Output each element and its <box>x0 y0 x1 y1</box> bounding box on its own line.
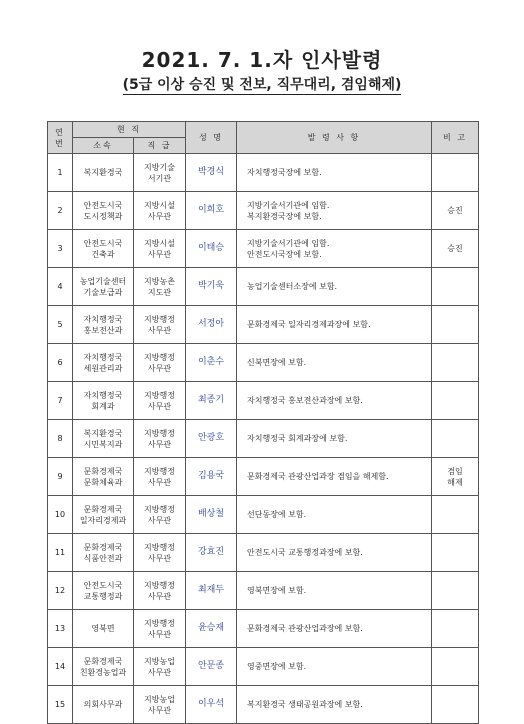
rank-cell <box>134 648 186 686</box>
table-body <box>48 154 479 724</box>
rank-cell <box>134 268 186 306</box>
header-department: 소속 <box>73 138 134 154</box>
department-line: 일자리경제과 <box>79 515 127 525</box>
page-subtitle <box>0 74 524 94</box>
department-cell <box>73 420 134 458</box>
department-line: 영북면 <box>91 624 115 633</box>
table-row <box>48 192 479 230</box>
remark-cell <box>432 154 479 192</box>
remark-cell <box>432 610 479 648</box>
department-cell <box>73 306 134 344</box>
rank-line: 사무관 <box>147 249 172 259</box>
row-number: 11 <box>48 534 73 572</box>
rank-line: 사무관 <box>147 325 172 335</box>
order-cell <box>237 306 432 344</box>
order-line: 신북면장에 보함. <box>247 358 307 367</box>
order-line: 복지환경국장에 보함. <box>247 211 322 221</box>
order-cell <box>237 458 432 496</box>
name-cell: 박기욱 <box>186 268 237 306</box>
rank-line: 사무관 <box>147 477 172 487</box>
department-cell <box>73 572 134 610</box>
table-row <box>48 496 479 534</box>
rank-cell <box>134 458 186 496</box>
rank-line: 지방시설 <box>144 238 175 248</box>
department-line: 농업기술센터 <box>79 276 127 286</box>
table-row <box>48 420 479 458</box>
department-cell <box>73 382 134 420</box>
department-line: 시민복지과 <box>83 439 123 449</box>
order-line: 지방기술서기관에 임함. <box>247 238 330 248</box>
order-line: 자치행정국장에 보함. <box>247 168 322 177</box>
header-rank: 직 급 <box>134 138 186 154</box>
header-number <box>48 122 73 154</box>
rank-cell <box>134 344 186 382</box>
row-number: 3 <box>48 230 73 268</box>
header-current-position: 현 직 <box>73 122 186 138</box>
row-number: 12 <box>48 572 73 610</box>
table-row <box>48 458 479 496</box>
header-number-line1: 연 <box>55 127 65 137</box>
remark-cell <box>432 192 479 230</box>
row-number: 6 <box>48 344 73 382</box>
table-row <box>48 268 479 306</box>
row-number: 10 <box>48 496 73 534</box>
rank-line: 지방기술 <box>144 162 175 172</box>
name-cell: 윤승재 <box>186 610 237 648</box>
order-cell <box>237 686 432 724</box>
order-cell <box>237 154 432 192</box>
department-cell <box>73 458 134 496</box>
rank-line: 사무관 <box>147 515 172 525</box>
rank-line: 지방행정 <box>144 504 175 514</box>
department-cell <box>73 192 134 230</box>
rank-cell <box>134 496 186 534</box>
row-number: 2 <box>48 192 73 230</box>
rank-line: 지방농업 <box>144 694 175 704</box>
rank-cell <box>134 192 186 230</box>
department-line: 의회사무과 <box>83 700 123 709</box>
rank-line: 지방행정 <box>144 390 175 400</box>
row-number: 14 <box>48 648 73 686</box>
rank-line: 사무관 <box>147 667 172 677</box>
order-line: 문화경제국 일자리경제과장에 보함. <box>247 320 371 329</box>
order-line: 안전도시국장에 보함. <box>247 249 322 259</box>
rank-line: 사무관 <box>147 591 172 601</box>
order-cell <box>237 268 432 306</box>
department-line: 안전도시국 <box>83 200 123 210</box>
remark-cell <box>432 382 479 420</box>
order-line: 문화경제국 관광산업과장 겸임을 해제함. <box>247 472 389 481</box>
remark-cell <box>432 572 479 610</box>
department-line: 문화경제국 <box>83 542 123 552</box>
row-number: 5 <box>48 306 73 344</box>
order-line: 자치행정국 홍보전산과장에 보함. <box>247 396 363 405</box>
order-cell <box>237 420 432 458</box>
table-row <box>48 686 479 724</box>
order-line: 영북면장에 보함. <box>247 586 307 595</box>
table-row <box>48 572 479 610</box>
remark-cell <box>432 268 479 306</box>
table-row <box>48 344 479 382</box>
department-line: 건축과 <box>91 249 115 259</box>
remark-cell <box>432 458 479 496</box>
rank-line: 사무관 <box>147 211 172 221</box>
order-cell <box>237 572 432 610</box>
department-line: 자치행정국 <box>83 390 123 400</box>
department-cell <box>73 610 134 648</box>
remark-cell <box>432 648 479 686</box>
department-line: 교통행정과 <box>83 591 123 601</box>
remark-cell <box>432 344 479 382</box>
name-cell: 박경식 <box>186 154 237 192</box>
rank-cell <box>134 420 186 458</box>
row-number: 4 <box>48 268 73 306</box>
department-line: 문화경제국 <box>83 656 123 666</box>
page-title: 2021. 7. 1.자 인사발령 <box>141 48 383 72</box>
order-cell <box>237 610 432 648</box>
rank-line: 지방행정 <box>144 542 175 552</box>
table-row <box>48 306 479 344</box>
rank-cell <box>134 572 186 610</box>
name-cell: 강효진 <box>186 534 237 572</box>
table-row <box>48 610 479 648</box>
department-cell <box>73 154 134 192</box>
remark-cell <box>432 534 479 572</box>
department-line: 세원관리과 <box>83 363 123 373</box>
rank-line: 사무관 <box>147 363 172 373</box>
department-cell <box>73 648 134 686</box>
name-cell: 안광호 <box>186 420 237 458</box>
rank-line: 지방행정 <box>144 618 175 628</box>
page-subtitle-text: (5급 이상 승진 및 전보, 직무대리, 겸임해제) <box>122 77 402 93</box>
order-cell <box>237 382 432 420</box>
department-cell <box>73 268 134 306</box>
department-line: 자치행정국 <box>83 314 123 324</box>
rank-cell <box>134 382 186 420</box>
table-row <box>48 382 479 420</box>
order-line: 농업기술센터소장에 보함. <box>247 282 338 291</box>
rank-line: 사무관 <box>147 553 172 563</box>
row-number: 15 <box>48 686 73 724</box>
table-row <box>48 648 479 686</box>
header-remark: 비 고 <box>432 122 479 154</box>
rank-cell <box>134 534 186 572</box>
remark-cell <box>432 420 479 458</box>
department-line: 복지환경국 <box>83 168 123 177</box>
name-cell: 안문종 <box>186 648 237 686</box>
row-number: 9 <box>48 458 73 496</box>
remark-line: 승진 <box>447 206 463 215</box>
row-number: 1 <box>48 154 73 192</box>
name-cell: 최재두 <box>186 572 237 610</box>
rank-line: 지방행정 <box>144 466 175 476</box>
rank-line: 지방농촌 <box>144 276 175 286</box>
order-line: 안전도시국 교통행정과장에 보함. <box>247 548 363 557</box>
remark-line: 해제 <box>447 477 463 487</box>
name-cell: 최종기 <box>186 382 237 420</box>
department-line: 안전도시국 <box>83 238 123 248</box>
table-row <box>48 534 479 572</box>
order-line: 문화경제국 관광산업과장에 보함. <box>247 624 363 633</box>
order-line: 복지환경국 생태공원과장에 보함. <box>247 700 363 709</box>
name-cell: 이춘수 <box>186 344 237 382</box>
order-line: 선단동장에 보함. <box>247 510 307 519</box>
rank-line: 지방행정 <box>144 314 175 324</box>
department-line: 자치행정국 <box>83 352 123 362</box>
rank-cell <box>134 306 186 344</box>
department-line: 안전도시국 <box>83 580 123 590</box>
rank-line: 지도관 <box>147 287 172 297</box>
name-cell: 서정아 <box>186 306 237 344</box>
rank-cell <box>134 610 186 648</box>
rank-line: 사무관 <box>147 439 172 449</box>
rank-line: 지방행정 <box>144 352 175 362</box>
department-line: 홍보전산과 <box>83 325 123 335</box>
rank-line: 지방농업 <box>144 656 175 666</box>
name-cell: 이희호 <box>186 192 237 230</box>
rank-line: 사무관 <box>147 705 172 715</box>
order-cell <box>237 230 432 268</box>
personnel-order-table <box>47 121 479 724</box>
department-line: 복지환경국 <box>83 428 123 438</box>
table-row <box>48 230 479 268</box>
rank-line: 지방행정 <box>144 428 175 438</box>
department-line: 도시정책과 <box>83 211 123 221</box>
order-cell <box>237 496 432 534</box>
department-line: 친환경농업과 <box>79 667 127 677</box>
name-cell: 이우석 <box>186 686 237 724</box>
order-cell <box>237 534 432 572</box>
header-order: 발 령 사 항 <box>237 122 432 154</box>
department-cell <box>73 230 134 268</box>
rank-line: 서기관 <box>147 173 172 183</box>
name-cell: 배상철 <box>186 496 237 534</box>
order-cell <box>237 192 432 230</box>
name-cell: 김용국 <box>186 458 237 496</box>
header-name: 성 명 <box>186 122 237 154</box>
rank-line: 지방시설 <box>144 200 175 210</box>
table-row <box>48 154 479 192</box>
order-cell <box>237 648 432 686</box>
row-number: 13 <box>48 610 73 648</box>
rank-cell <box>134 686 186 724</box>
department-line: 식품안전과 <box>83 553 123 563</box>
department-line: 문화체육과 <box>83 477 123 487</box>
name-cell: 이태승 <box>186 230 237 268</box>
rank-line: 사무관 <box>147 629 172 639</box>
order-line: 영중면장에 보함. <box>247 662 307 671</box>
department-cell <box>73 534 134 572</box>
remark-line: 승진 <box>447 244 463 253</box>
department-line: 기술보급과 <box>83 287 123 297</box>
department-line: 회계과 <box>91 401 115 411</box>
department-line: 문화경제국 <box>83 504 123 514</box>
department-cell <box>73 344 134 382</box>
order-cell <box>237 344 432 382</box>
row-number: 7 <box>48 382 73 420</box>
row-number: 8 <box>48 420 73 458</box>
rank-cell <box>134 154 186 192</box>
order-line: 지방기술서기관에 임함. <box>247 200 330 210</box>
header-number-line2: 번 <box>55 138 65 148</box>
remark-cell <box>432 306 479 344</box>
rank-line: 지방행정 <box>144 580 175 590</box>
order-line: 자치행정국 회계과장에 보함. <box>247 434 348 443</box>
remark-line: 겸임 <box>447 466 463 476</box>
department-cell <box>73 686 134 724</box>
remark-cell <box>432 496 479 534</box>
rank-cell <box>134 230 186 268</box>
remark-cell <box>432 686 479 724</box>
department-cell <box>73 496 134 534</box>
department-line: 문화경제국 <box>83 466 123 476</box>
remark-cell <box>432 230 479 268</box>
rank-line: 사무관 <box>147 401 172 411</box>
